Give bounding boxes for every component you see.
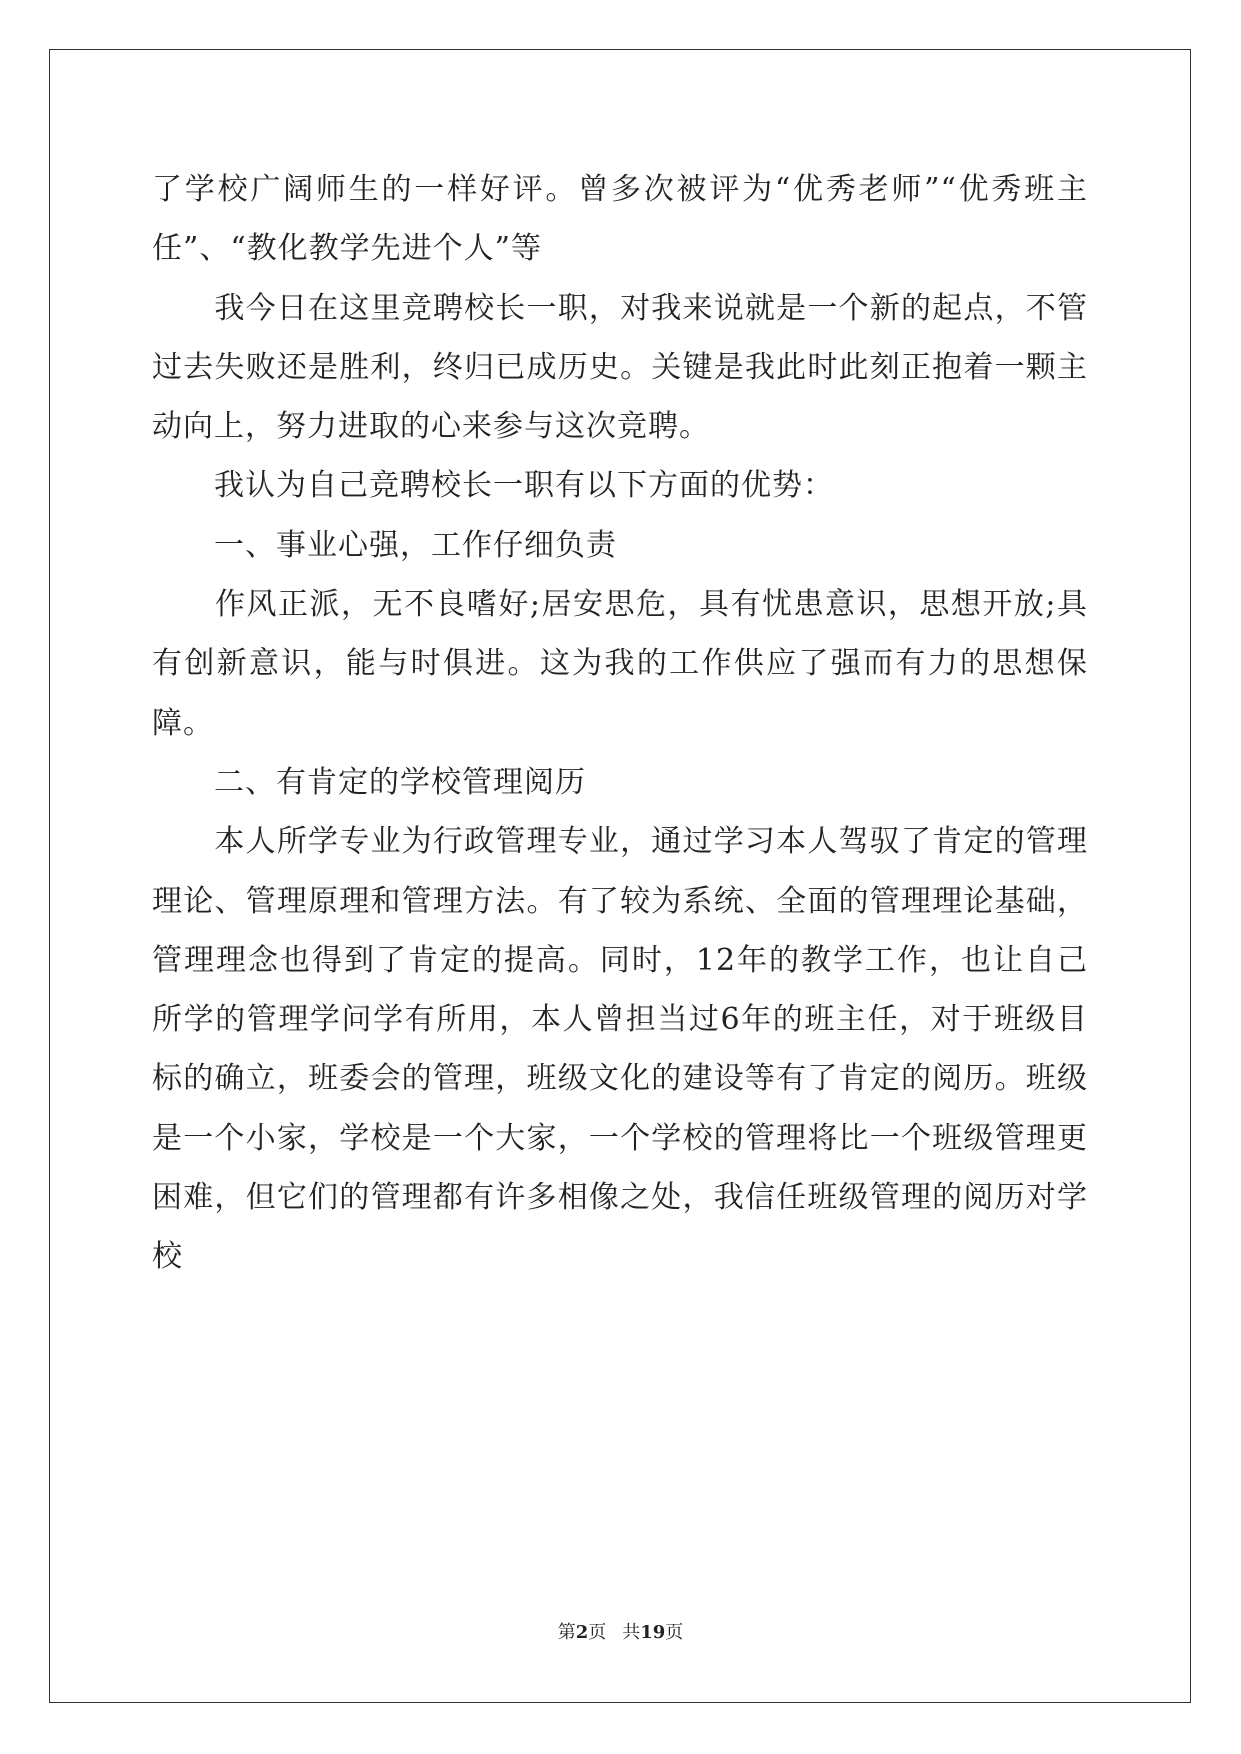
total-prefix: 共 — [622, 1622, 641, 1643]
page-suffix: 页 — [588, 1622, 607, 1643]
section-heading-1: 一、事业心强，工作仔细负责 — [152, 527, 617, 563]
document-body — [152, 160, 1088, 1287]
page-footer — [0, 1618, 1241, 1644]
page-number: 2 — [575, 1622, 589, 1643]
total-pages: 19 — [640, 1622, 666, 1643]
total-suffix: 页 — [665, 1622, 684, 1643]
paragraph-management-experience: 本人所学专业为行政管理专业，通过学习本人驾驭了肯定的管理理论、管理原理和管理方法。有了较为系统、全面的管理理论基础，管理理念也得到了肯定的提高。同时，12年的教学工作，也让自己所学的管理学问学有所用，本人曾担当过6年的班主任，对于班级目标的确立，班委会的管理，班级文化的建设等有了肯定的阅历。班级是一个小家，学校是一个大家，一个学校的管理将比一个班级管理更困难，但它们的管理都有许多相像之处，我信任班级管理的阅历对学校 — [152, 824, 1088, 1275]
page-prefix: 第 — [557, 1622, 576, 1643]
section-heading-2: 二、有肯定的学校管理阅历 — [152, 764, 586, 800]
paragraph-new-start: 我今日在这里竞聘校长一职，对我来说就是一个新的起点，不管过去失败还是胜利，终归已成历史。关键是我此时此刻正抱着一颗主动向上，努力进取的心来参与这次竞聘。 — [152, 290, 1088, 445]
paragraph-award-summary: 了学校广阔师生的一样好评。曾多次被评为“优秀老师”“优秀班主任”、“教化教学先进个人”等 — [152, 172, 1088, 267]
paragraph-advantages-intro: 我认为自己竞聘校长一职有以下方面的优势： — [152, 468, 834, 504]
paragraph-work-style: 作风正派，无不良嗜好;居安思危，具有忧患意识，思想开放;具有创新意识，能与时俱进。这为我的工作供应了强而有力的思想保障。 — [152, 587, 1088, 741]
